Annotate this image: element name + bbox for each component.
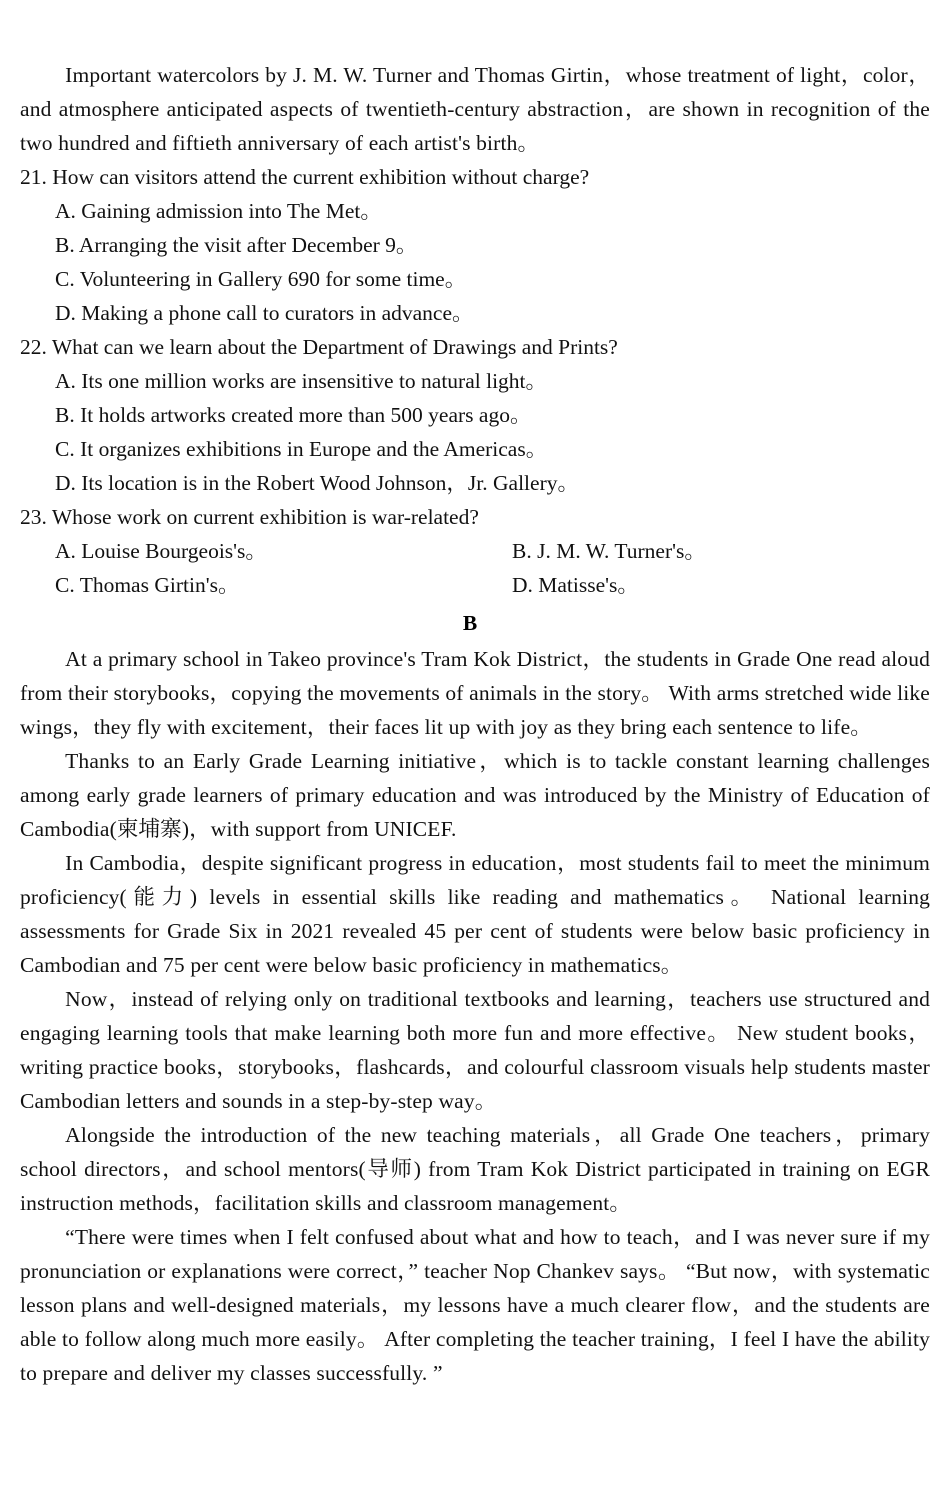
question-22-stem: 22. What can we learn about the Department of Drawings and Prints? xyxy=(20,335,618,359)
question-21-option-d[interactable]: D. Making a phone call to curators in advance。 xyxy=(55,301,474,325)
section-b-paragraph-6: “There were times when I felt confused about what and how to teach，and I was never sure if my pronunciation or explanations were correct，” teacher Nop Chankev says。 “But now，with systematic lesson plans and well-designed materials，my lessons have a much clearer flow，and the students are able to follow along much more easily。 After completing the teacher training，I feel I have the ability to prepare and deliver my classes successfully. ” xyxy=(20,1225,930,1385)
question-23-option-c[interactable]: C. Thomas Girtin's。 xyxy=(55,573,240,597)
question-21-option-c[interactable]: C. Volunteering in Gallery 690 for some time。 xyxy=(55,267,467,291)
section-b-label: B xyxy=(462,611,478,635)
section-b-paragraph-3: In Cambodia，despite significant progress in education，most students fail to meet the minimum proficiency(能力) levels in essential skills like reading and mathematics。 National learning assessments for Grade Six in 2021 revealed 45 per cent of students were below basic proficiency in Cambodian and 75 per cent were below basic proficiency in mathematics。 xyxy=(20,851,930,977)
question-21-option-b[interactable]: B. Arranging the visit after December 9。 xyxy=(55,233,418,257)
section-b-paragraph-5: Alongside the introduction of the new teaching materials，all Grade One teachers，primary school directors，and school mentors(导师) from Tram Kok District participated in training on EGR instruction methods，facilitation skills and classroom management。 xyxy=(20,1123,930,1215)
question-23-option-d[interactable]: D. Matisse's。 xyxy=(512,573,639,597)
question-21-stem: 21. How can visitors attend the current exhibition without charge? xyxy=(20,165,590,189)
question-23-options-row-1 xyxy=(20,534,930,568)
section-b-paragraph-4: Now，instead of relying only on traditional textbooks and learning，teachers use structured and engaging learning tools that make learning both more fun and more effective。 New student books，writing practice books，storybooks，flashcards，and colourful classroom visuals help students master Cambodian letters and sounds in a step-by-step way。 xyxy=(20,987,930,1113)
question-23-options-row-2 xyxy=(20,568,930,602)
question-22-option-c[interactable]: C. It organizes exhibitions in Europe and the Americas。 xyxy=(55,437,548,461)
passage-a-final-paragraph: Important watercolors by J. M. W. Turner and Thomas Girtin，whose treatment of light，color，and atmosphere anticipated aspects of twentieth-century abstraction，are shown in recognition of the two hundred and fiftieth anniversary of each artist's birth。 xyxy=(20,63,930,155)
question-22-option-d[interactable]: D. Its location is in the Robert Wood Johnson，Jr. Gallery。 xyxy=(55,471,579,495)
question-22-option-a[interactable]: A. Its one million works are insensitive to natural light。 xyxy=(55,369,548,393)
section-b-paragraph-2: Thanks to an Early Grade Learning initiative，which is to tackle constant learning challenges among early grade learners of primary education and was introduced by the Ministry of Education of Cambodia(柬埔寨)，with support from UNICEF. xyxy=(20,749,930,841)
question-21-option-a[interactable]: A. Gaining admission into The Met。 xyxy=(55,199,382,223)
section-b-paragraph-1: At a primary school in Takeo province's Tram Kok District，the students in Grade One read aloud from their storybooks，copying the movements of animals in the story。 With arms stretched wide like wings，they fly with excitement，their faces lit up with joy as they bring each sentence to life。 xyxy=(20,647,930,739)
question-23-option-b[interactable]: B. J. M. W. Turner's。 xyxy=(512,539,706,563)
question-23-stem: 23. Whose work on current exhibition is war-related? xyxy=(20,505,479,529)
question-22-option-b[interactable]: B. It holds artworks created more than 500 years ago。 xyxy=(55,403,532,427)
question-23-option-a[interactable]: A. Louise Bourgeois's。 xyxy=(55,539,267,563)
